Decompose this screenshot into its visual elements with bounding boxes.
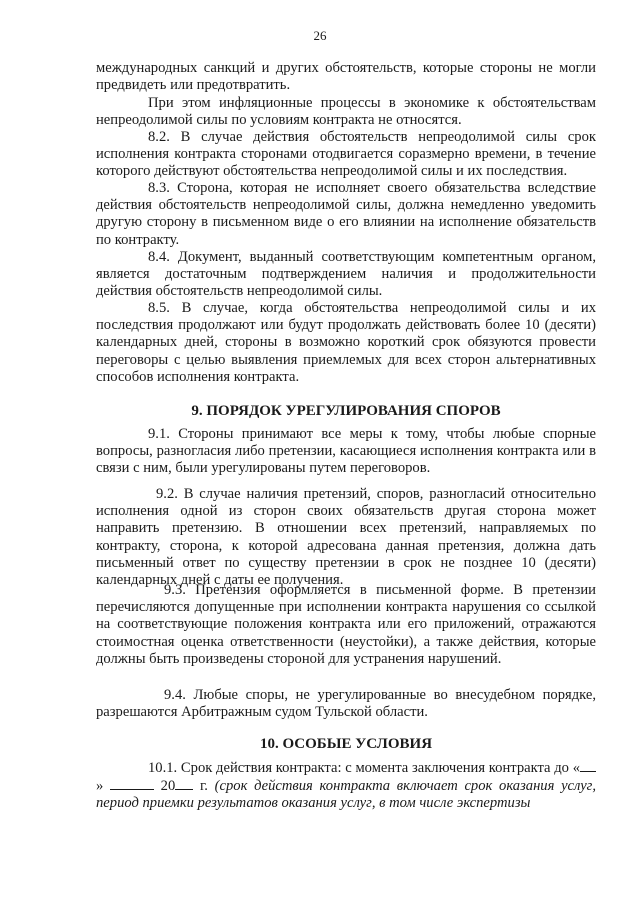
paragraph: 9.4. Любые споры, не урегулированные во внесудебном порядке, разрешаются Арбитражным судом Тульской области. bbox=[96, 687, 596, 721]
section-9-heading: 9. ПОРЯДОК УРЕГУЛИРОВАНИЯ СПОРОВ bbox=[191, 403, 501, 419]
clause-text: 10.1. Срок действия контракта: с момента заключения контракта до bbox=[148, 760, 569, 776]
page-number: 26 bbox=[313, 28, 327, 43]
clause-10-1 bbox=[96, 759, 596, 813]
paragraph: 9.2. В случае наличия претензий, споров, разногласий относительно исполнения одной из сторон своих обязательств другая сторона может направить претензию. В отношении всех претензий, направляемых по контракту, сторона, к которой адресована данная претензия, должна дать письменный ответ по существу претензии в срок не позднее 10 (десяти) календарных дней с даты ее получения. bbox=[96, 486, 596, 589]
paragraph: 9.1. Стороны принимают все меры к тому, чтобы любые спорные вопросы, разногласия либо претензии, касающиеся исполнения контракта или в связи с ним, были урегулированы путем переговоров. bbox=[96, 426, 596, 477]
clause-8-5 bbox=[96, 300, 596, 386]
clause-9-2 bbox=[96, 486, 596, 589]
paragraph: международных санкций и других обстоятельств, которые стороны не могли предвидеть или предотвратить. bbox=[96, 60, 596, 94]
month-blank bbox=[110, 777, 154, 790]
paragraph: При этом инфляционные процессы в экономике к обстоятельствам непреодолимой силы по условиям контракта не относятся. bbox=[96, 95, 596, 129]
clause-8-3 bbox=[96, 180, 596, 249]
paragraph: 9.3. Претензия оформляется в письменной форме. В претензии перечисляются допущенные при исполнении контракта нарушения со ссылкой на соответствующие положения контракта или его приложений, отражаются стоимостная оценка ответственности (неустойки), а также действия, которые должны быть произведены стороной для устранения нарушений. bbox=[96, 582, 596, 667]
clause-9-4 bbox=[96, 687, 596, 721]
day-blank bbox=[580, 759, 596, 772]
paragraph bbox=[96, 759, 596, 813]
year-prefix: 20 bbox=[160, 778, 176, 795]
quote-open: « bbox=[572, 760, 580, 776]
quote-close: » bbox=[96, 778, 104, 795]
year-suffix: г. bbox=[199, 778, 208, 795]
paragraph: 8.2. В случае действия обстоятельств непреодолимой силы срок исполнения контракта сторонами отодвигается соразмерно времени, в течение которого действуют обстоятельства непреодолимой силы и их последствия. bbox=[96, 129, 596, 180]
force-majeure-continuation bbox=[96, 60, 596, 94]
clause-8-2 bbox=[96, 129, 596, 181]
italic-note: (срок действия контракта включает срок оказания услуг, период приемки результатов оказания услуг, в том числе экспертизы bbox=[96, 778, 597, 812]
paragraph: 8.3. Сторона, которая не исполняет своего обязательства вследствие действия обстоятельств непреодолимой силы, должна немедленно уведомить другую сторону в письменном виде о его влиянии на исполнение обязательств по контракту. bbox=[96, 180, 596, 248]
inflation-clause bbox=[96, 95, 596, 129]
paragraph: 8.5. В случае, когда обстоятельства непреодолимой силы и их последствия продолжают или будут продолжать действовать более 10 (десяти) календарных дней, стороны в возможно короткий срок обязуются провести переговоры с целью выявления приемлемых для всех сторон альтернативных способов исполнения контракта. bbox=[96, 300, 596, 385]
clause-9-1 bbox=[96, 426, 596, 478]
year-blank bbox=[175, 777, 193, 790]
clause-9-3 bbox=[96, 582, 596, 668]
section-10-heading: 10. ОСОБЫЕ УСЛОВИЯ bbox=[259, 736, 433, 752]
clause-8-4 bbox=[96, 249, 596, 301]
paragraph: 8.4. Документ, выданный соответствующим компетентным органом, является достаточным подтверждением наличия и продолжительности действия обстоятельств непреодолимой силы. bbox=[96, 249, 596, 300]
